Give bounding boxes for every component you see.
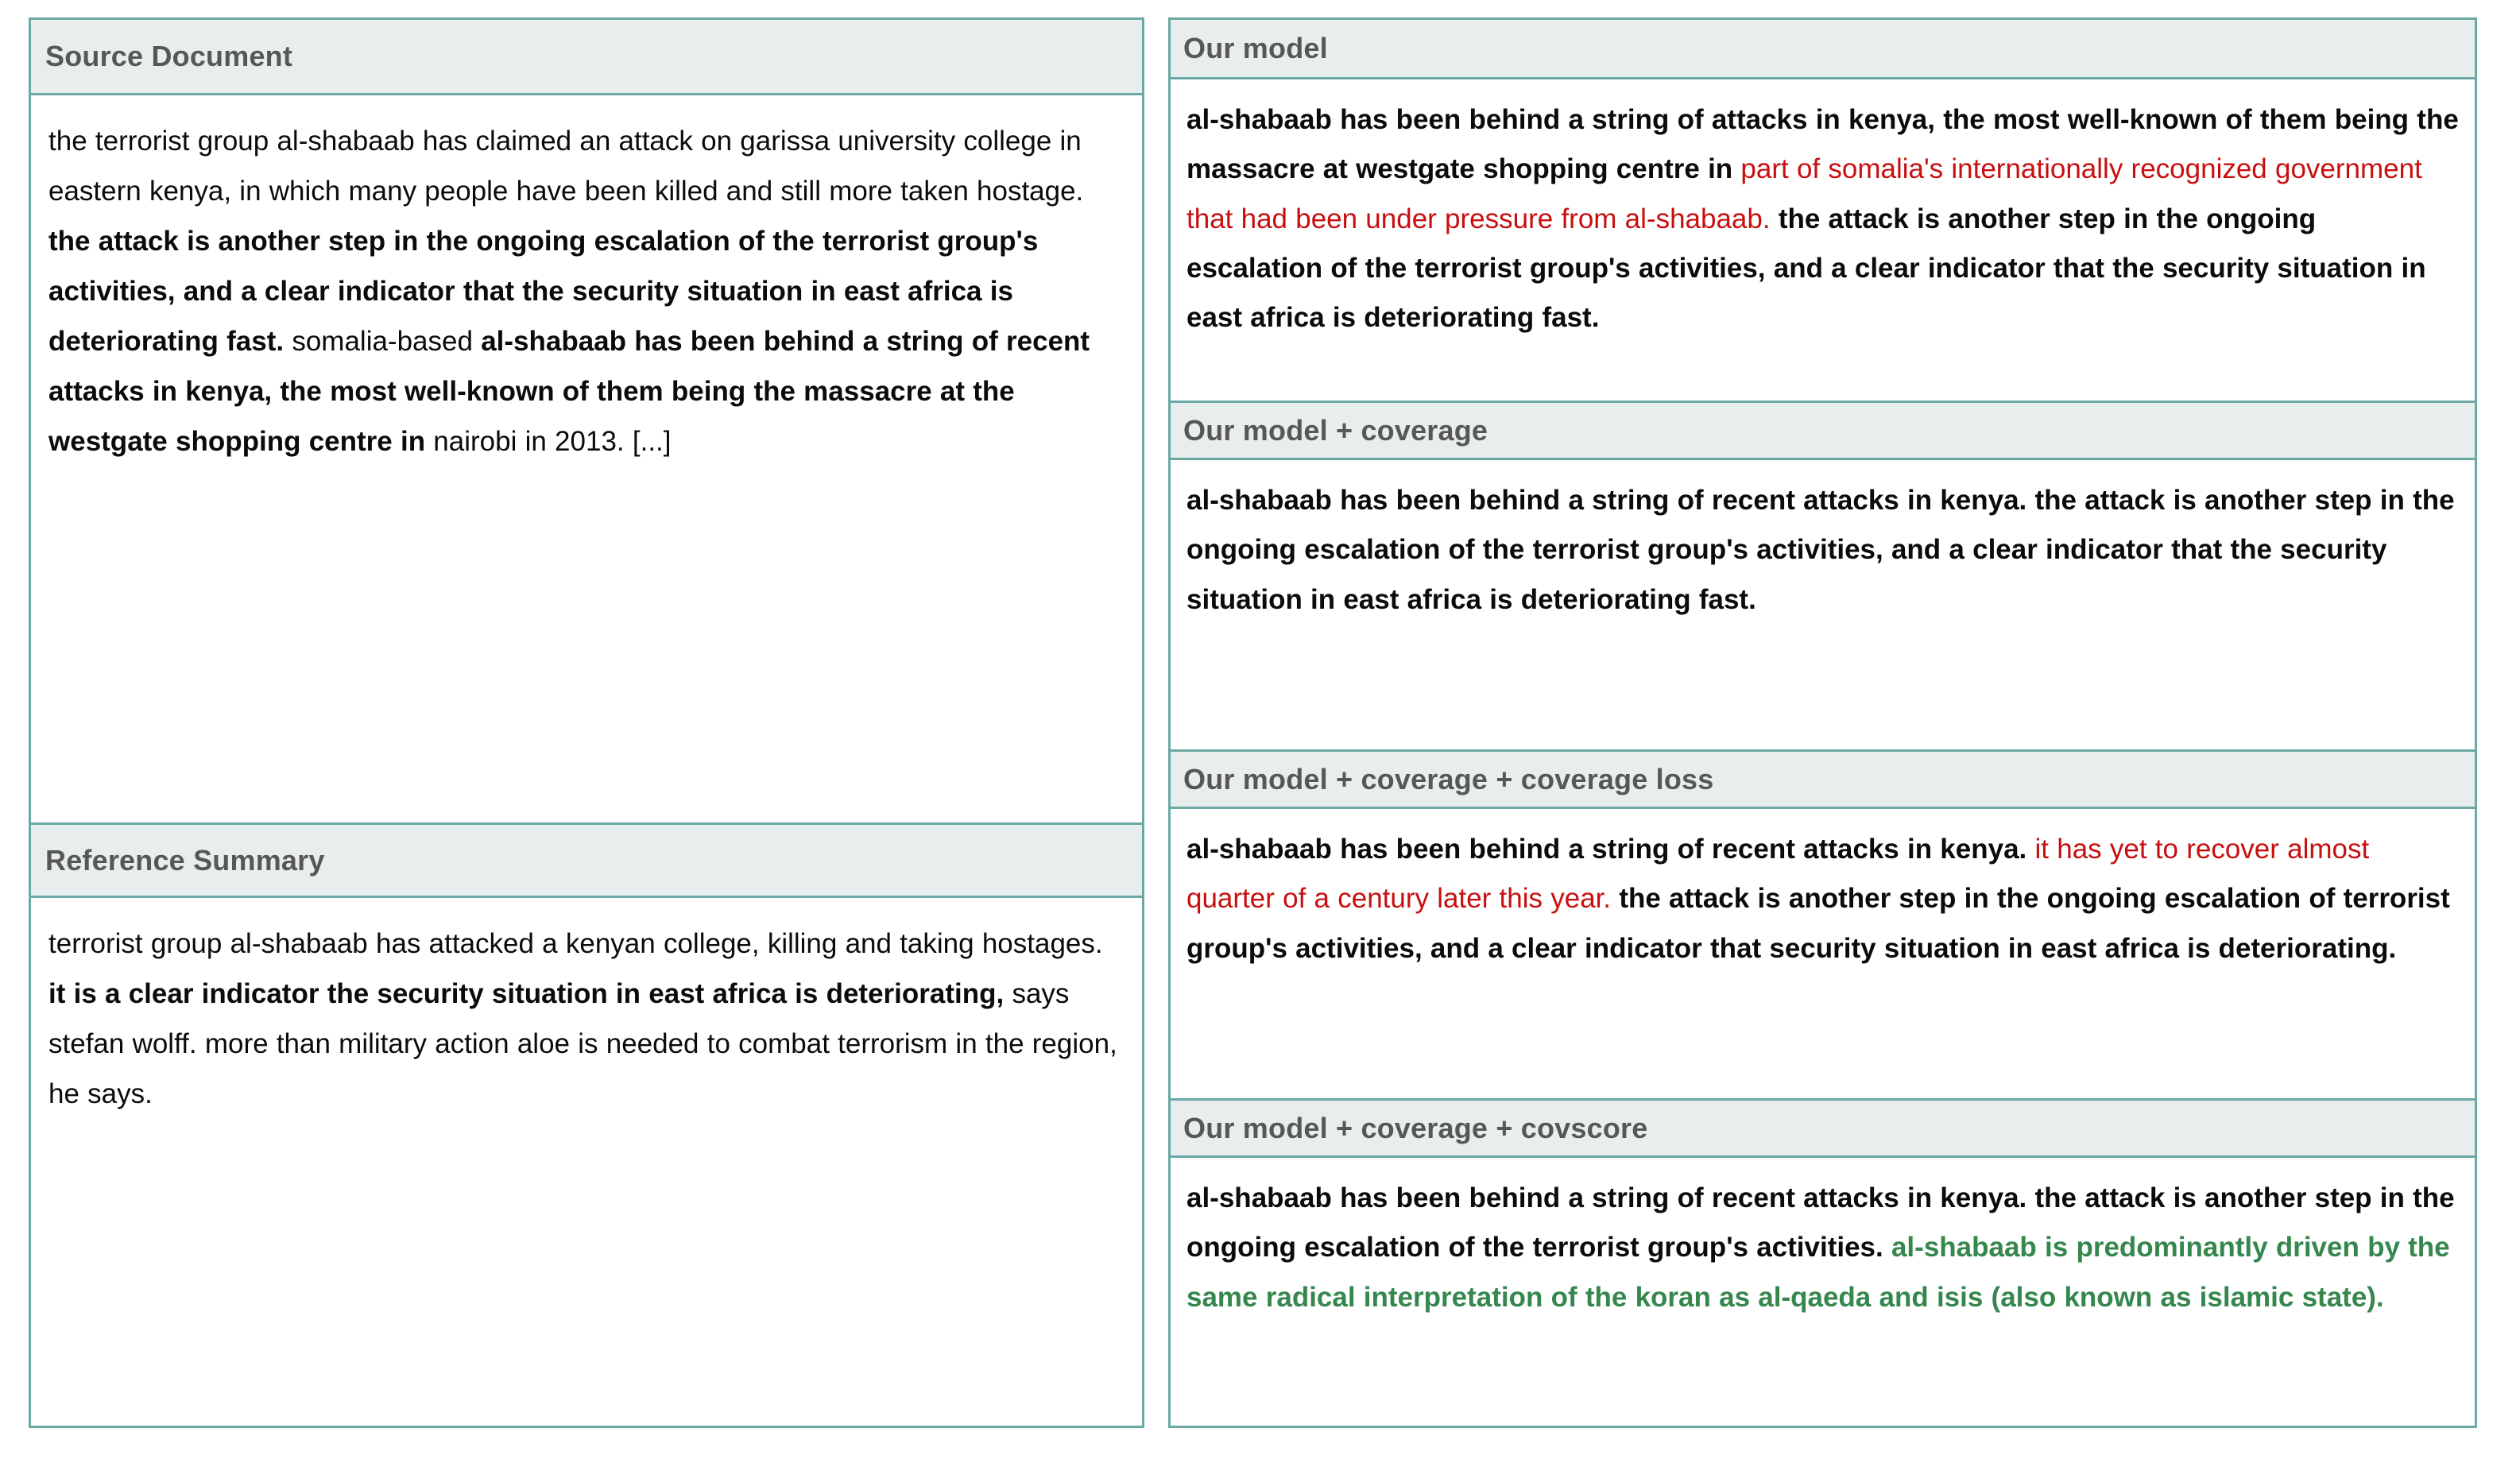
left-column xyxy=(29,17,1144,1428)
panel-title-our-model-coverage-loss: Our model + coverage + coverage loss xyxy=(1183,762,1714,795)
panel-header-our-model-covscore xyxy=(1171,1098,2475,1158)
text-segment-bold: al-shabaab has been behind a string of recent attacks in kenya, the most well-known of them being the massacre at the westgate shopping centre in xyxy=(48,326,1090,457)
text-segment-plain: says stefan wolff. more than military action aloe is needed to combat terrorism in the region, he says. xyxy=(48,978,1117,1109)
panel-header-our-model xyxy=(1171,20,2475,79)
text-segment-bold: al-shabaab has been behind a string of recent attacks in kenya. xyxy=(1186,834,2035,865)
panel-body-reference-summary xyxy=(31,898,1142,1426)
panel-body-source-document xyxy=(31,95,1142,822)
panel-title-source-document: Source Document xyxy=(45,40,293,73)
text-segment-plain: somalia-based xyxy=(284,326,482,357)
text-segment-bold: al-shabaab has been behind a string of recent attacks in kenya. the attack is another step in the ongoing escalation of the terrorist group's activities. xyxy=(1186,1182,2455,1264)
text-segment-bold: the attack is another step in the ongoing escalation of terrorist group's activities, and a clear indicator that security situation in east africa is deteriorating. xyxy=(1186,883,2450,964)
panel-body-our-model-coverage-loss xyxy=(1171,809,2475,1098)
panel-title-our-model: Our model xyxy=(1183,32,1328,65)
text-segment-bold: it is a clear indicator the security situation in east africa is deteriorating, xyxy=(48,978,1005,1009)
right-column xyxy=(1168,17,2477,1428)
panel-header-our-model-coverage xyxy=(1171,401,2475,460)
text-segment-plain: nairobi in 2013. [...] xyxy=(425,426,672,457)
text-segment-red: part of somalia's internationally recognized government that had been under pressure from al-shabaab. xyxy=(1186,153,2422,234)
panel-body-our-model-covscore xyxy=(1171,1158,2475,1426)
text-segment-plain: terrorist group al-shabaab has attacked a kenyan college, killing and taking hostages. xyxy=(48,928,1103,959)
panel-title-reference-summary: Reference Summary xyxy=(45,843,325,877)
panel-title-our-model-covscore: Our model + coverage + covscore xyxy=(1183,1111,1648,1144)
panel-title-our-model-coverage: Our model + coverage xyxy=(1183,413,1488,447)
panel-header-our-model-coverage-loss xyxy=(1171,749,2475,809)
text-segment-plain: the terrorist group al-shabaab has claimed an attack on garissa university college in eastern kenya, in which many people have been killed and still more taken hostage. xyxy=(48,126,1084,207)
text-segment-red: it has yet to recover almost quarter of a century later this year. xyxy=(1186,834,2370,915)
text-segment-green: al-shabaab is predominantly driven by the same radical interpretation of the koran as al-qaeda and isis (also known as islamic state). xyxy=(1186,1232,2450,1313)
text-segment-bold: al-shabaab has been behind a string of recent attacks in kenya. the attack is another step in the ongoing escalation of the terrorist group's activities, and a clear indicator that the security situation in east africa is deteriorating fast. xyxy=(1186,485,2455,615)
text-segment-bold: the attack is another step in the ongoing escalation of the terrorist group's activities, and a clear indicator that the security situation in east africa is deteriorating fast. xyxy=(48,226,1039,357)
panel-body-our-model-coverage xyxy=(1171,460,2475,749)
panel-header-source-document xyxy=(31,20,1142,95)
text-segment-bold: the attack is another step in the ongoing escalation of the terrorist group's activities, and a clear indicator that the security situation in east africa is deteriorating fast. xyxy=(1186,203,2426,334)
text-segment-bold: al-shabaab has been behind a string of attacks in kenya, the most well-known of them being the massacre at westgate shopping centre in xyxy=(1186,104,2459,185)
panel-body-our-model xyxy=(1171,79,2475,401)
panel-header-reference-summary xyxy=(31,822,1142,898)
